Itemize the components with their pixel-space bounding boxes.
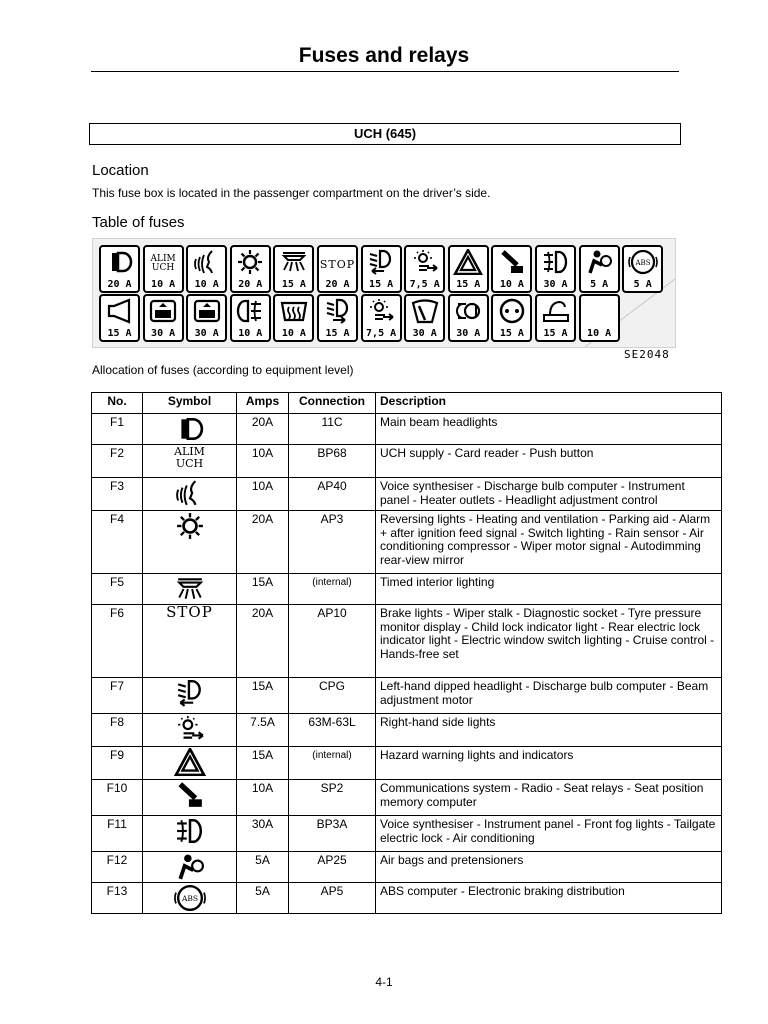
fuse-symbol-cell [143,883,237,914]
fuse-amps-cell: 20A [237,511,289,574]
reversing-icon [143,512,236,540]
fuse-cell [143,245,184,293]
fuse-amp-label: 30 A [412,328,437,339]
fuse-symbol [581,299,618,327]
main-beam-icon [105,249,135,280]
fuse-number-cell: F5 [92,574,143,605]
alim-uch-label [143,446,236,470]
fuse-symbol [537,299,574,327]
hazard-icon [453,249,483,280]
fuse-symbol [581,250,618,278]
header-symbol: Symbol [143,393,237,414]
fuse-symbol [406,250,443,278]
abs-icon [143,884,236,912]
fuse-symbol [493,299,530,327]
fuse-number-cell: F4 [92,511,143,574]
fuse-cell [143,294,184,342]
fuse-cell [317,245,358,293]
fuse-connection-cell: 11C [289,414,376,445]
fuse-amps-cell: 15A [237,678,289,714]
table-row [92,883,722,914]
dipped-beam-icon [366,249,396,280]
fuse-description-cell: Right-hand side lights [376,714,722,747]
fuse-amp-label: 30 A [543,279,568,290]
fuse-symbol-cell [143,478,237,511]
fuse-cell [448,294,489,342]
location-heading: Location [92,162,149,179]
fuse-symbol [232,250,269,278]
fuse-cell [186,294,227,342]
fuse-symbol [319,250,356,278]
front-fog-icon [541,249,571,280]
fuse-amps-cell: 20A [237,605,289,678]
seat-icon [497,249,527,280]
fuse-connection-cell: AP3 [289,511,376,574]
hazard-icon [143,748,236,776]
fuse-symbol [101,250,138,278]
fuse-amp-label: 10 A [238,328,263,339]
fuse-cell [99,245,140,293]
fuse-amp-label: 15 A [369,279,394,290]
fuse-connection-cell: BP68 [289,445,376,478]
fuse-amp-label: 15 A [499,328,524,339]
fuse-description-cell: Communications system - Radio - Seat relays - Seat position memory computer [376,780,722,816]
fuse-amp-label: 10 A [499,279,524,290]
fuse-connection-cell: (internal) [289,574,376,605]
fuse-symbol-cell [143,414,237,445]
fuse-number-cell: F13 [92,883,143,914]
fuse-amps-cell: 20A [237,414,289,445]
abs-icon [628,249,658,280]
table-row [92,574,722,605]
fuse-description-cell: Voice synthesiser - Discharge bulb computer - Instrument panel - Heater outlets - Headlight adjustment control [376,478,722,511]
fuse-symbol [145,299,182,327]
fuse-number-cell: F6 [92,605,143,678]
fuse-amp-label: 30 A [151,328,176,339]
fuse-number-cell: F2 [92,445,143,478]
fuse-cell [448,245,489,293]
fuse-box-diagram [92,238,676,348]
fuse-symbol-cell [143,780,237,816]
fuse-connection-cell: AP5 [289,883,376,914]
fuse-cell [186,245,227,293]
fuse-amp-label: 10 A [281,328,306,339]
table-row [92,678,722,714]
svg-text:ABS: ABS [635,258,651,267]
horn-icon [105,298,135,329]
fuse-connection-cell: 63M-63L [289,714,376,747]
table-row [92,714,722,747]
location-text: This fuse box is located in the passenger compartment on the driver’s side. [92,186,491,200]
fuse-amp-label: 7,5 A [366,328,397,339]
fuse-symbol-cell [143,445,237,478]
fuse-cell [99,294,140,342]
fuse-cell [491,245,532,293]
reversing-icon [235,249,265,280]
fuse-amp-label: 10 A [194,279,219,290]
stop-label: STOP [166,603,213,621]
fuse-amp-label: 15 A [543,328,568,339]
fuse-cell [273,245,314,293]
window-right-icon [192,298,222,329]
section-title: UCH (645) [89,123,681,145]
sidelight-bulb-icon [453,298,483,329]
table-of-fuses-heading: Table of fuses [92,214,185,231]
voice-synth-icon [143,479,236,507]
fuse-description-cell: Air bags and pretensioners [376,852,722,883]
fuse-amp-label: 5 A [633,279,652,290]
table-row [92,780,722,816]
table-header-row [92,393,722,414]
fuse-amps-cell: 15A [237,747,289,780]
alim-text: ALIM [174,445,205,458]
fuse-symbol [188,250,225,278]
airbag-icon [584,249,614,280]
fuse-symbol [450,250,487,278]
page-title: Fuses and relays [298,44,470,67]
fuse-description-cell: Hazard warning lights and indicators [376,747,722,780]
table-row [92,511,722,574]
side-lights-icon [410,249,440,280]
svg-text:ABS: ABS [181,894,198,904]
fuse-symbol-cell [143,747,237,780]
fuse-symbol [406,299,443,327]
heated-rear-screen-icon [279,298,309,329]
fuse-connection-cell: AP25 [289,852,376,883]
fuse-description-cell: ABS computer - Electronic braking distribution [376,883,722,914]
diagram-code: SE2048 [624,348,670,361]
fuse-description-cell: Voice synthesiser - Instrument panel - Front fog lights - Tailgate electric lock - Air conditioning [376,816,722,852]
headlamp-adjust-icon [323,298,353,329]
header-description: Description [376,393,722,414]
fuse-number-cell: F11 [92,816,143,852]
fuse-amps-cell: 10A [237,445,289,478]
fuse-symbol [275,250,312,278]
fuse-amp-label: 30 A [456,328,481,339]
interior-light-icon [143,575,236,603]
fuse-symbol-cell [143,605,237,678]
fuse-number-cell: F10 [92,780,143,816]
fuse-symbol [450,299,487,327]
fuse-connection-cell: AP10 [289,605,376,678]
fuse-symbol [624,250,661,278]
fuse-connection-cell: BP3A [289,816,376,852]
fuse-symbol-cell [143,511,237,574]
fuse-amp-label: 20 A [107,279,132,290]
fuse-cell [361,245,402,293]
fuse-number-cell: F1 [92,414,143,445]
fuse-symbol [493,250,530,278]
fuse-cell [273,294,314,342]
fuse-number-cell: F9 [92,747,143,780]
side-lights-icon [366,298,396,329]
fuse-symbol [101,299,138,327]
header-amps: Amps [237,393,289,414]
stop-label: STOP [319,257,356,271]
table-row [92,414,722,445]
fuse-amp-label: 7,5 A [409,279,440,290]
fuse-symbol-cell [143,678,237,714]
fuse-cell [535,294,576,342]
header-no: No. [92,393,143,414]
interior-light-icon [279,249,309,280]
allocation-text: Allocation of fuses (according to equipment level) [92,363,354,377]
fuse-amp-label: 10 A [587,328,612,339]
fuse-number-cell: F8 [92,714,143,747]
fuse-connection-cell: CPG [289,678,376,714]
fuse-cell [230,245,271,293]
fuse-symbol [145,250,182,278]
page-number: 4-1 [375,975,393,989]
fuse-amp-label: 15 A [325,328,350,339]
fuse-cell [230,294,271,342]
dipped-beam-icon [143,679,236,707]
fuse-cell [622,245,663,293]
wiper-icon [410,298,440,329]
fuse-amps-cell: 5A [237,852,289,883]
main-beam-icon [143,415,236,443]
voice-synth-icon [192,249,222,280]
fuse-symbol [537,250,574,278]
fuse-cell [491,294,532,342]
fuse-symbol-cell [143,852,237,883]
airbag-icon [143,853,236,881]
table-row [92,445,722,478]
fuses-table [91,392,722,914]
table-row [92,852,722,883]
fuse-symbol [363,250,400,278]
fuse-symbol [232,299,269,327]
table-row [92,816,722,852]
seat-icon [143,781,236,809]
fuse-cell [579,294,620,342]
fuse-connection-cell: AP40 [289,478,376,511]
front-fog-icon [143,817,236,845]
fuse-amp-label: 15 A [281,279,306,290]
socket-icon [497,298,527,329]
fuse-amps-cell: 10A [237,780,289,816]
fuse-symbol [275,299,312,327]
fuse-amp-label: 10 A [151,279,176,290]
fuse-amp-label: 20 A [238,279,263,290]
fuse-symbol-cell [143,714,237,747]
table-row [92,605,722,678]
header-connection: Connection [289,393,376,414]
fuse-number-cell: F7 [92,678,143,714]
fuse-amp-label: 5 A [590,279,609,290]
fuse-connection-cell: (internal) [289,747,376,780]
fuse-amp-label: 20 A [325,279,350,290]
fuse-amp-label: 30 A [194,328,219,339]
table-row [92,747,722,780]
fuse-amp-label: 15 A [456,279,481,290]
uch-text: UCH [175,457,204,470]
alim-text: ALIM [150,254,176,264]
fuse-amp-label: 15 A [107,328,132,339]
fuse-description-cell: Timed interior lighting [376,574,722,605]
fuse-description-cell: Brake lights - Wiper stalk - Diagnostic socket - Tyre pressure monitor display - Child lock indicator light - Rear electric lock indicator light - Electric window switch lighting - Cruise control - Hands-free set [376,605,722,678]
fuse-cell [317,294,358,342]
fuse-cell [535,245,576,293]
fuse-symbol [188,299,225,327]
uch-text: UCH [151,263,175,273]
fuse-amps-cell: 5A [237,883,289,914]
fuse-cell [361,294,402,342]
fuse-amps-cell: 10A [237,478,289,511]
fuse-description-cell: Left-hand dipped headlight - Discharge bulb computer - Beam adjustment motor [376,678,722,714]
rear-fog-icon [235,298,265,329]
lighter-icon [541,298,571,329]
fuse-amps-cell: 15A [237,574,289,605]
fuse-number-cell: F3 [92,478,143,511]
fuse-amps-cell: 7.5A [237,714,289,747]
window-left-icon [148,298,178,329]
table-row [92,478,722,511]
fuse-amps-cell: 30A [237,816,289,852]
fuse-connection-cell: SP2 [289,780,376,816]
fuse-symbol [363,299,400,327]
title-rule [91,71,679,72]
alim-uch-label [150,255,175,273]
fuse-description-cell: UCH supply - Card reader - Push button [376,445,722,478]
fuse-symbol-cell [143,574,237,605]
fuse-cell [404,294,445,342]
fuse-cell [579,245,620,293]
fuse-number-cell: F12 [92,852,143,883]
fuse-symbol-cell [143,816,237,852]
fuse-description-cell: Reversing lights - Heating and ventilation - Parking aid - Alarm + after ignition feed signal - Switch lighting - Rain sensor - Air conditioning compressor - Wiper motor signal - Autodimming rear-view mirror [376,511,722,574]
fuse-cell [404,245,445,293]
fuse-description-cell: Main beam headlights [376,414,722,445]
side-lights-icon [143,715,236,743]
fuse-symbol [319,299,356,327]
